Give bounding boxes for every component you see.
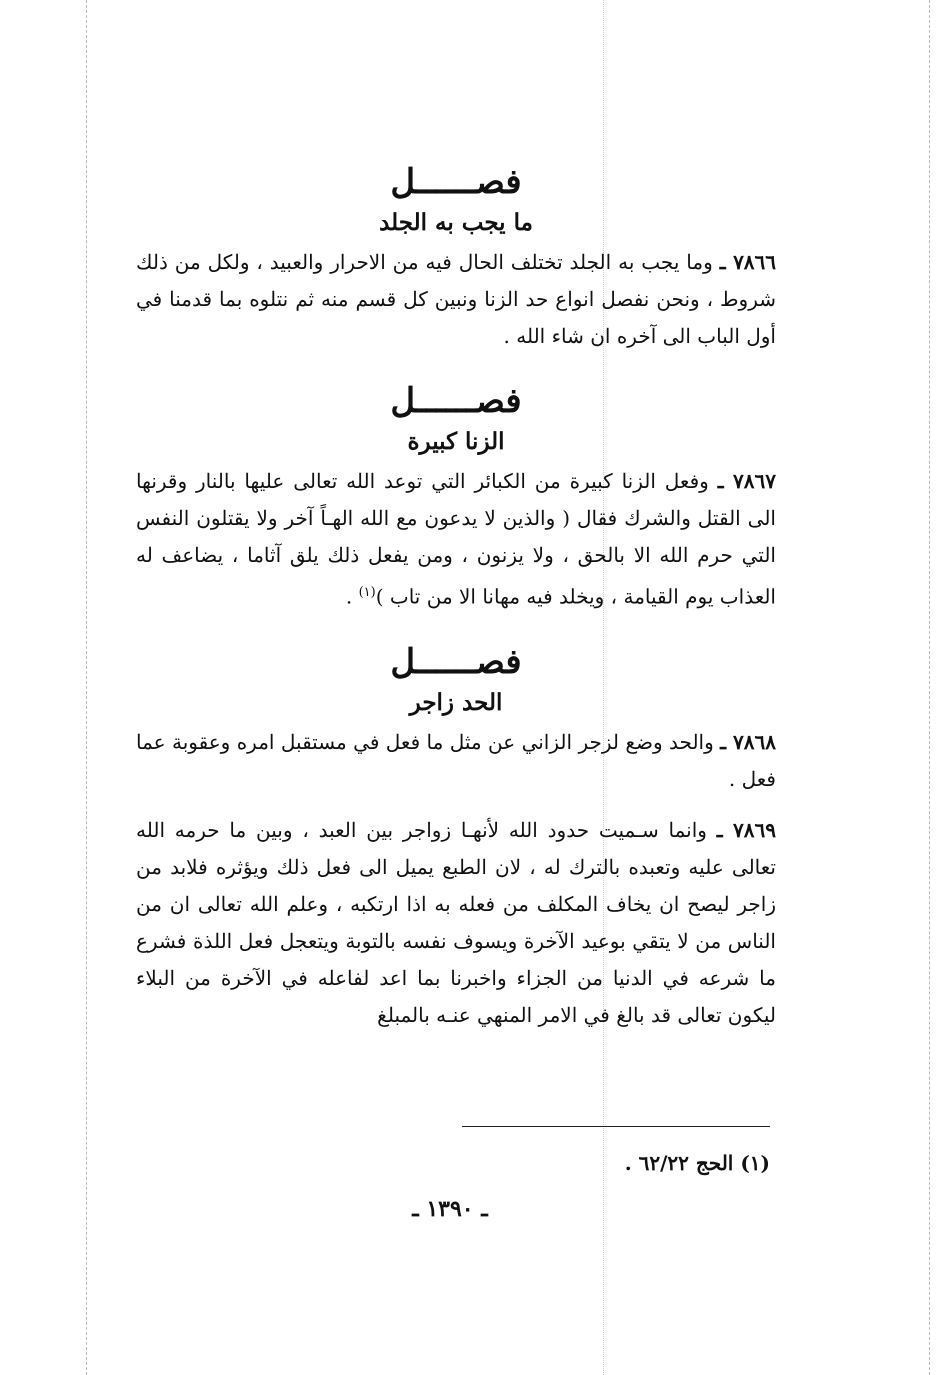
footnote: (١) الحج ٦٢/٢٢ . [624, 1151, 770, 1175]
section-heading-text: فصــــــل [390, 162, 522, 202]
section-heading-text: فصــــــل [390, 381, 522, 421]
section-subtitle: الزنا كبيرة [407, 428, 505, 455]
section-heading [136, 160, 776, 204]
paragraph [136, 244, 776, 355]
scan-border-line [929, 0, 930, 1375]
paragraph-text: وانما سـميت حدود الله لأنهـا زواجر بين العبد ، وبين ما حرمه الله تعالى عليه وتعبده بالترك له ، لان الطبع يميل الى فعل ذلك ويؤثره فلابد من زاجر ليصح ان يخاف المكلف من فعله به اذا ارتكبه ، وعلم الله تعالى ان من الناس من لا يتقي بوعيد الآخرة ويسوف نفسه بالتوبة ويتعجل فعل اللذة فشرع ما شرعه في الدنيا من الجزاء واخبرنا بما اعد لفاعله في الآخرة من البلاء ليكون تعالى قد بالغ في الامر المنهي عنـه بالمبلغ [136, 817, 776, 1027]
paragraph-number: ٧٨٦٩ ـ [716, 817, 776, 842]
footnote-marker: (١) [358, 585, 376, 600]
paragraph [136, 463, 776, 616]
paragraph-text: وما يجب به الجلد تختلف الحال فيه من الاحرار والعبيد ، ولكل من ذلك شروط ، ونحن نفصل انواع حد الزنا ونبين كل قسم منه ثم نتلوه بما قدمنا في أول الباب الى آخره ان شاء الله . [136, 250, 776, 348]
paragraph-number: ٧٨٦٧ ـ [717, 469, 777, 493]
paragraph-end: . [345, 584, 359, 609]
section-heading-text: فصــــــل [390, 641, 522, 682]
footnote-separator [462, 1126, 770, 1127]
paragraph-number: ٧٨٦٨ ـ [720, 729, 776, 754]
section-subtitle: ما يجب به الجلد [379, 209, 533, 236]
paragraph-text: وفعل الزنا كبيرة من الكبائر التي توعد الله تعالى عليها بالنار وقرنها الى القتل والشرك فقال ( والذين لا يدعون مع الله الهـاً آخر ولا يقتلون النفس التي حرم الله الا بالحق ، ولا يزنون ، ومن يفعل ذلك يلق آثاما ، يضاعف له العذاب يوم القيامة ، ويخلد فيه مهانا الا من تاب ) [136, 469, 776, 609]
page-body [136, 160, 776, 1034]
section-heading [136, 640, 776, 684]
page-number: ـ ١٣٩٠ ـ [412, 1196, 488, 1222]
paragraph-number: ٧٨٦٦ ـ [719, 250, 777, 274]
scan-border-line [86, 0, 87, 1375]
paragraph [136, 724, 776, 798]
paragraph [136, 812, 776, 1034]
paragraph-text: والحد وضع لزجر الزاني عن مثل ما فعل في مستقبل امره وعقوبة عما فعل . [136, 729, 776, 791]
section-subtitle: الحد زاجر [409, 688, 503, 716]
section-heading [136, 379, 776, 423]
